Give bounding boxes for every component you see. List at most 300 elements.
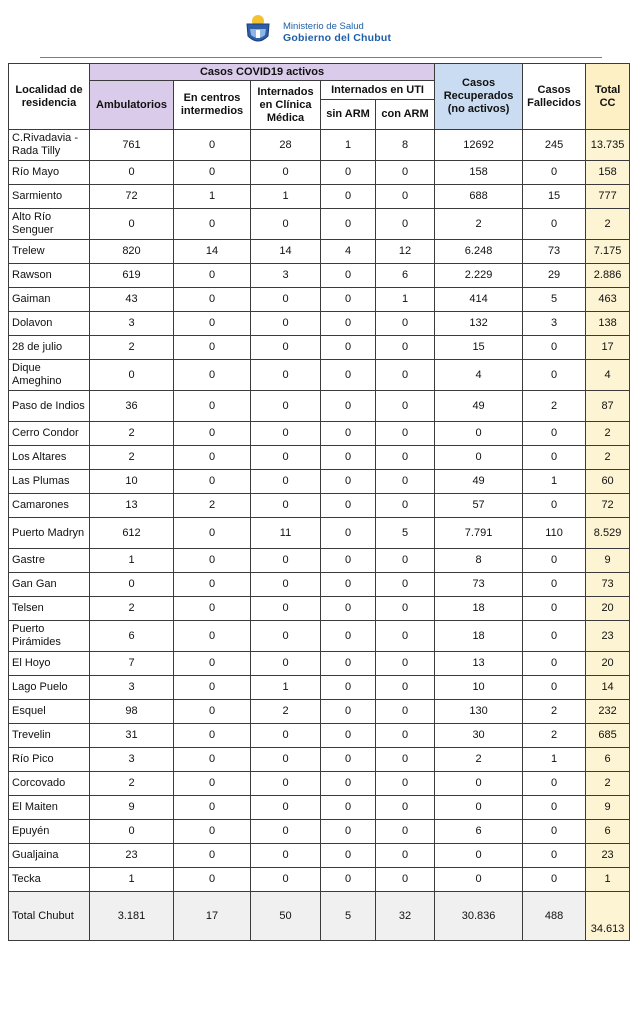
locality-cell: Trevelin — [9, 724, 90, 748]
table-row — [9, 676, 630, 700]
recovered-cell: 132 — [435, 312, 523, 336]
deceased-cell: 0 — [523, 796, 586, 820]
deceased-cell: 245 — [523, 130, 586, 161]
total-cell: 2.886 — [586, 264, 630, 288]
centers-cell: 0 — [174, 652, 251, 676]
centers-cell: 0 — [174, 868, 251, 892]
table-row — [9, 336, 630, 360]
locality-cell: El Hoyo — [9, 652, 90, 676]
table-row — [9, 652, 630, 676]
header-ambulatory: Ambulatorios — [90, 81, 174, 130]
table-row — [9, 185, 630, 209]
total-cell: 6 — [586, 820, 630, 844]
recovered-cell: 18 — [435, 597, 523, 621]
with-arm-cell: 0 — [376, 772, 435, 796]
no-arm-cell: 0 — [321, 494, 376, 518]
ambulatory-cell: 43 — [90, 288, 174, 312]
locality-cell: Gastre — [9, 549, 90, 573]
total-with-arm-cell: 32 — [376, 892, 435, 941]
total-cell: 158 — [586, 161, 630, 185]
ambulatory-cell: 2 — [90, 422, 174, 446]
centers-cell: 0 — [174, 209, 251, 240]
ambulatory-cell: 36 — [90, 391, 174, 422]
no-arm-cell: 0 — [321, 621, 376, 652]
table-row — [9, 240, 630, 264]
centers-cell: 2 — [174, 494, 251, 518]
clinic-cell: 0 — [251, 724, 321, 748]
centers-cell: 0 — [174, 621, 251, 652]
total-cell: 87 — [586, 391, 630, 422]
total-centers-cell: 17 — [174, 892, 251, 941]
centers-cell: 0 — [174, 264, 251, 288]
with-arm-cell: 0 — [376, 446, 435, 470]
clinic-cell: 0 — [251, 312, 321, 336]
total-cell: 73 — [586, 573, 630, 597]
table-row — [9, 724, 630, 748]
centers-cell: 0 — [174, 312, 251, 336]
no-arm-cell: 0 — [321, 772, 376, 796]
table-row — [9, 621, 630, 652]
clinic-cell: 0 — [251, 796, 321, 820]
deceased-cell: 1 — [523, 470, 586, 494]
ambulatory-cell: 3 — [90, 748, 174, 772]
ambulatory-cell: 761 — [90, 130, 174, 161]
table-row — [9, 288, 630, 312]
with-arm-cell: 1 — [376, 288, 435, 312]
table-row — [9, 796, 630, 820]
deceased-cell: 0 — [523, 652, 586, 676]
clinic-cell: 1 — [251, 185, 321, 209]
table-row — [9, 868, 630, 892]
header-no-arm: sin ARM — [321, 100, 376, 130]
ambulatory-cell: 2 — [90, 446, 174, 470]
locality-cell: 28 de julio — [9, 336, 90, 360]
clinic-cell: 0 — [251, 573, 321, 597]
deceased-cell: 0 — [523, 209, 586, 240]
with-arm-cell: 12 — [376, 240, 435, 264]
centers-cell: 0 — [174, 518, 251, 549]
ambulatory-cell: 0 — [90, 820, 174, 844]
total-ambulatory-cell: 3.181 — [90, 892, 174, 941]
total-cell: 685 — [586, 724, 630, 748]
centers-cell: 0 — [174, 772, 251, 796]
clinic-cell: 0 — [251, 868, 321, 892]
deceased-cell: 73 — [523, 240, 586, 264]
clinic-cell: 0 — [251, 288, 321, 312]
with-arm-cell: 0 — [376, 494, 435, 518]
total-cell: 20 — [586, 652, 630, 676]
deceased-cell: 29 — [523, 264, 586, 288]
with-arm-cell: 0 — [376, 796, 435, 820]
deceased-cell: 2 — [523, 391, 586, 422]
deceased-cell: 0 — [523, 820, 586, 844]
table-row — [9, 549, 630, 573]
total-clinic-cell: 50 — [251, 892, 321, 941]
locality-cell: Gaiman — [9, 288, 90, 312]
table-row — [9, 494, 630, 518]
locality-cell: Lago Puelo — [9, 676, 90, 700]
no-arm-cell: 0 — [321, 676, 376, 700]
recovered-cell: 10 — [435, 676, 523, 700]
locality-cell: Trelew — [9, 240, 90, 264]
ambulatory-cell: 2 — [90, 772, 174, 796]
covid-cases-table — [8, 63, 630, 941]
ambulatory-cell: 820 — [90, 240, 174, 264]
clinic-cell: 0 — [251, 621, 321, 652]
centers-cell: 0 — [174, 796, 251, 820]
with-arm-cell: 0 — [376, 573, 435, 597]
deceased-cell: 0 — [523, 621, 586, 652]
total-cell: 1 — [586, 868, 630, 892]
table-row — [9, 772, 630, 796]
table-row — [9, 161, 630, 185]
no-arm-cell: 1 — [321, 130, 376, 161]
deceased-cell: 0 — [523, 422, 586, 446]
no-arm-cell: 0 — [321, 796, 376, 820]
with-arm-cell: 5 — [376, 518, 435, 549]
ambulatory-cell: 6 — [90, 621, 174, 652]
total-deceased-cell: 488 — [523, 892, 586, 941]
ambulatory-cell: 31 — [90, 724, 174, 748]
deceased-cell: 5 — [523, 288, 586, 312]
recovered-cell: 0 — [435, 772, 523, 796]
centers-cell: 14 — [174, 240, 251, 264]
ambulatory-cell: 1 — [90, 549, 174, 573]
table-row — [9, 360, 630, 391]
header-clinic: Internados en Clínica Médica — [251, 81, 321, 130]
header-divider — [40, 57, 602, 58]
ambulatory-cell: 9 — [90, 796, 174, 820]
total-cell: 4 — [586, 360, 630, 391]
total-locality-cell: Total Chubut — [9, 892, 90, 941]
no-arm-cell: 0 — [321, 652, 376, 676]
total-recovered-cell: 30.836 — [435, 892, 523, 941]
no-arm-cell: 0 — [321, 312, 376, 336]
no-arm-cell: 0 — [321, 391, 376, 422]
header-deceased: Casos Fallecidos — [523, 64, 586, 130]
total-cell: 72 — [586, 494, 630, 518]
chubut-shield-icon — [240, 12, 276, 48]
total-total-cell: 34.613 — [586, 892, 630, 941]
with-arm-cell: 0 — [376, 470, 435, 494]
ambulatory-cell: 98 — [90, 700, 174, 724]
recovered-cell: 414 — [435, 288, 523, 312]
recovered-cell: 2 — [435, 209, 523, 240]
ambulatory-cell: 0 — [90, 209, 174, 240]
locality-cell: Sarmiento — [9, 185, 90, 209]
header-total: Total CC — [586, 64, 630, 130]
ambulatory-cell: 3 — [90, 676, 174, 700]
ambulatory-cell: 2 — [90, 336, 174, 360]
recovered-cell: 4 — [435, 360, 523, 391]
recovered-cell: 2.229 — [435, 264, 523, 288]
with-arm-cell: 0 — [376, 360, 435, 391]
deceased-cell: 0 — [523, 676, 586, 700]
ambulatory-cell: 72 — [90, 185, 174, 209]
ambulatory-cell: 612 — [90, 518, 174, 549]
deceased-cell: 2 — [523, 724, 586, 748]
deceased-cell: 3 — [523, 312, 586, 336]
header-active-cases: Casos COVID19 activos — [90, 64, 435, 81]
clinic-cell: 0 — [251, 494, 321, 518]
locality-cell: Esquel — [9, 700, 90, 724]
deceased-cell: 0 — [523, 573, 586, 597]
header-recovered: Casos Recuperados (no activos) — [435, 64, 523, 130]
deceased-cell: 0 — [523, 446, 586, 470]
locality-cell: Gan Gan — [9, 573, 90, 597]
ambulatory-cell: 1 — [90, 868, 174, 892]
clinic-cell: 0 — [251, 844, 321, 868]
recovered-cell: 0 — [435, 422, 523, 446]
table-row — [9, 748, 630, 772]
no-arm-cell: 0 — [321, 597, 376, 621]
no-arm-cell: 0 — [321, 868, 376, 892]
recovered-cell: 0 — [435, 796, 523, 820]
with-arm-cell: 0 — [376, 391, 435, 422]
centers-cell: 0 — [174, 597, 251, 621]
locality-cell: Epuyén — [9, 820, 90, 844]
no-arm-cell: 0 — [321, 209, 376, 240]
deceased-cell: 0 — [523, 336, 586, 360]
with-arm-cell: 0 — [376, 621, 435, 652]
total-cell: 17 — [586, 336, 630, 360]
recovered-cell: 49 — [435, 470, 523, 494]
with-arm-cell: 0 — [376, 700, 435, 724]
with-arm-cell: 0 — [376, 312, 435, 336]
centers-cell: 0 — [174, 336, 251, 360]
clinic-cell: 0 — [251, 820, 321, 844]
deceased-cell: 1 — [523, 748, 586, 772]
total-cell: 2 — [586, 772, 630, 796]
total-cell: 23 — [586, 844, 630, 868]
locality-cell: Río Mayo — [9, 161, 90, 185]
total-cell: 9 — [586, 549, 630, 573]
locality-cell: Dique Ameghino — [9, 360, 90, 391]
centers-cell: 0 — [174, 391, 251, 422]
with-arm-cell: 0 — [376, 209, 435, 240]
recovered-cell: 688 — [435, 185, 523, 209]
deceased-cell: 0 — [523, 161, 586, 185]
table-row — [9, 470, 630, 494]
deceased-cell: 0 — [523, 844, 586, 868]
table-row — [9, 264, 630, 288]
clinic-cell: 0 — [251, 772, 321, 796]
total-cell: 20 — [586, 597, 630, 621]
no-arm-cell: 0 — [321, 422, 376, 446]
with-arm-cell: 6 — [376, 264, 435, 288]
clinic-cell: 14 — [251, 240, 321, 264]
total-cell: 13.735 — [586, 130, 630, 161]
centers-cell: 0 — [174, 573, 251, 597]
recovered-cell: 18 — [435, 621, 523, 652]
centers-cell: 0 — [174, 288, 251, 312]
locality-cell: El Maiten — [9, 796, 90, 820]
ambulatory-cell: 619 — [90, 264, 174, 288]
table-row — [9, 844, 630, 868]
centers-cell: 0 — [174, 820, 251, 844]
deceased-cell: 15 — [523, 185, 586, 209]
centers-cell: 0 — [174, 161, 251, 185]
ambulatory-cell: 7 — [90, 652, 174, 676]
ambulatory-cell: 0 — [90, 360, 174, 391]
clinic-cell: 3 — [251, 264, 321, 288]
table-row — [9, 391, 630, 422]
no-arm-cell: 0 — [321, 518, 376, 549]
centers-cell: 0 — [174, 360, 251, 391]
no-arm-cell: 0 — [321, 549, 376, 573]
ambulatory-cell: 2 — [90, 597, 174, 621]
locality-cell: Cerro Condor — [9, 422, 90, 446]
deceased-cell: 0 — [523, 549, 586, 573]
recovered-cell: 8 — [435, 549, 523, 573]
locality-cell: Tecka — [9, 868, 90, 892]
header-with-arm: con ARM — [376, 100, 435, 130]
total-cell: 60 — [586, 470, 630, 494]
total-row — [9, 892, 630, 941]
locality-cell: Paso de Indios — [9, 391, 90, 422]
clinic-cell: 0 — [251, 652, 321, 676]
centers-cell: 0 — [174, 724, 251, 748]
total-cell: 232 — [586, 700, 630, 724]
table-row — [9, 209, 630, 240]
table-row — [9, 518, 630, 549]
recovered-cell: 6.248 — [435, 240, 523, 264]
recovered-cell: 158 — [435, 161, 523, 185]
table-row — [9, 312, 630, 336]
with-arm-cell: 0 — [376, 336, 435, 360]
locality-cell: Camarones — [9, 494, 90, 518]
with-arm-cell: 0 — [376, 652, 435, 676]
recovered-cell: 7.791 — [435, 518, 523, 549]
no-arm-cell: 0 — [321, 161, 376, 185]
locality-cell: Los Altares — [9, 446, 90, 470]
table-row — [9, 130, 630, 161]
clinic-cell: 0 — [251, 597, 321, 621]
locality-cell: Corcovado — [9, 772, 90, 796]
deceased-cell: 2 — [523, 700, 586, 724]
table-row — [9, 700, 630, 724]
clinic-cell: 11 — [251, 518, 321, 549]
clinic-cell: 0 — [251, 422, 321, 446]
table-row — [9, 446, 630, 470]
recovered-cell: 30 — [435, 724, 523, 748]
centers-cell: 0 — [174, 130, 251, 161]
page-header — [0, 0, 637, 60]
total-cell: 7.175 — [586, 240, 630, 264]
recovered-cell: 130 — [435, 700, 523, 724]
locality-cell: Las Plumas — [9, 470, 90, 494]
with-arm-cell: 0 — [376, 868, 435, 892]
total-cell: 138 — [586, 312, 630, 336]
recovered-cell: 15 — [435, 336, 523, 360]
recovered-cell: 0 — [435, 844, 523, 868]
no-arm-cell: 0 — [321, 360, 376, 391]
clinic-cell: 2 — [251, 700, 321, 724]
centers-cell: 0 — [174, 549, 251, 573]
clinic-cell: 28 — [251, 130, 321, 161]
no-arm-cell: 0 — [321, 573, 376, 597]
table-row — [9, 422, 630, 446]
no-arm-cell: 0 — [321, 264, 376, 288]
total-cell: 8.529 — [586, 518, 630, 549]
clinic-cell: 0 — [251, 446, 321, 470]
clinic-cell: 0 — [251, 336, 321, 360]
no-arm-cell: 0 — [321, 288, 376, 312]
with-arm-cell: 0 — [376, 161, 435, 185]
no-arm-cell: 0 — [321, 748, 376, 772]
no-arm-cell: 0 — [321, 724, 376, 748]
clinic-cell: 0 — [251, 549, 321, 573]
recovered-cell: 0 — [435, 446, 523, 470]
with-arm-cell: 0 — [376, 844, 435, 868]
ambulatory-cell: 0 — [90, 573, 174, 597]
deceased-cell: 0 — [523, 868, 586, 892]
centers-cell: 0 — [174, 422, 251, 446]
recovered-cell: 0 — [435, 868, 523, 892]
locality-cell: Río Pico — [9, 748, 90, 772]
header-icu: Internados en UTI — [321, 81, 435, 100]
no-arm-cell: 0 — [321, 700, 376, 724]
centers-cell: 0 — [174, 700, 251, 724]
government-name: Gobierno del Chubut — [283, 32, 392, 44]
clinic-cell: 1 — [251, 676, 321, 700]
recovered-cell: 57 — [435, 494, 523, 518]
total-cell: 9 — [586, 796, 630, 820]
clinic-cell: 0 — [251, 209, 321, 240]
with-arm-cell: 0 — [376, 820, 435, 844]
with-arm-cell: 0 — [376, 185, 435, 209]
header-intermediate-centers: En centros intermedios — [174, 81, 251, 130]
centers-cell: 0 — [174, 470, 251, 494]
locality-cell: Rawson — [9, 264, 90, 288]
no-arm-cell: 0 — [321, 820, 376, 844]
with-arm-cell: 0 — [376, 676, 435, 700]
with-arm-cell: 0 — [376, 724, 435, 748]
table-row — [9, 597, 630, 621]
with-arm-cell: 0 — [376, 549, 435, 573]
total-cell: 777 — [586, 185, 630, 209]
no-arm-cell: 0 — [321, 470, 376, 494]
header-locality: Localidad de residencia — [9, 64, 90, 130]
ambulatory-cell: 0 — [90, 161, 174, 185]
total-cell: 14 — [586, 676, 630, 700]
deceased-cell: 0 — [523, 360, 586, 391]
centers-cell: 0 — [174, 748, 251, 772]
total-cell: 2 — [586, 446, 630, 470]
recovered-cell: 13 — [435, 652, 523, 676]
table-row — [9, 820, 630, 844]
no-arm-cell: 0 — [321, 446, 376, 470]
recovered-cell: 2 — [435, 748, 523, 772]
clinic-cell: 0 — [251, 748, 321, 772]
locality-cell: Telsen — [9, 597, 90, 621]
recovered-cell: 12692 — [435, 130, 523, 161]
total-cell: 463 — [586, 288, 630, 312]
with-arm-cell: 0 — [376, 748, 435, 772]
locality-cell: C.Rivadavia - Rada Tilly — [9, 130, 90, 161]
total-cell: 6 — [586, 748, 630, 772]
deceased-cell: 0 — [523, 597, 586, 621]
with-arm-cell: 0 — [376, 422, 435, 446]
locality-cell: Alto Río Senguer — [9, 209, 90, 240]
no-arm-cell: 0 — [321, 336, 376, 360]
total-cell: 2 — [586, 209, 630, 240]
deceased-cell: 110 — [523, 518, 586, 549]
no-arm-cell: 0 — [321, 844, 376, 868]
deceased-cell: 0 — [523, 494, 586, 518]
ambulatory-cell: 23 — [90, 844, 174, 868]
locality-cell: Dolavon — [9, 312, 90, 336]
